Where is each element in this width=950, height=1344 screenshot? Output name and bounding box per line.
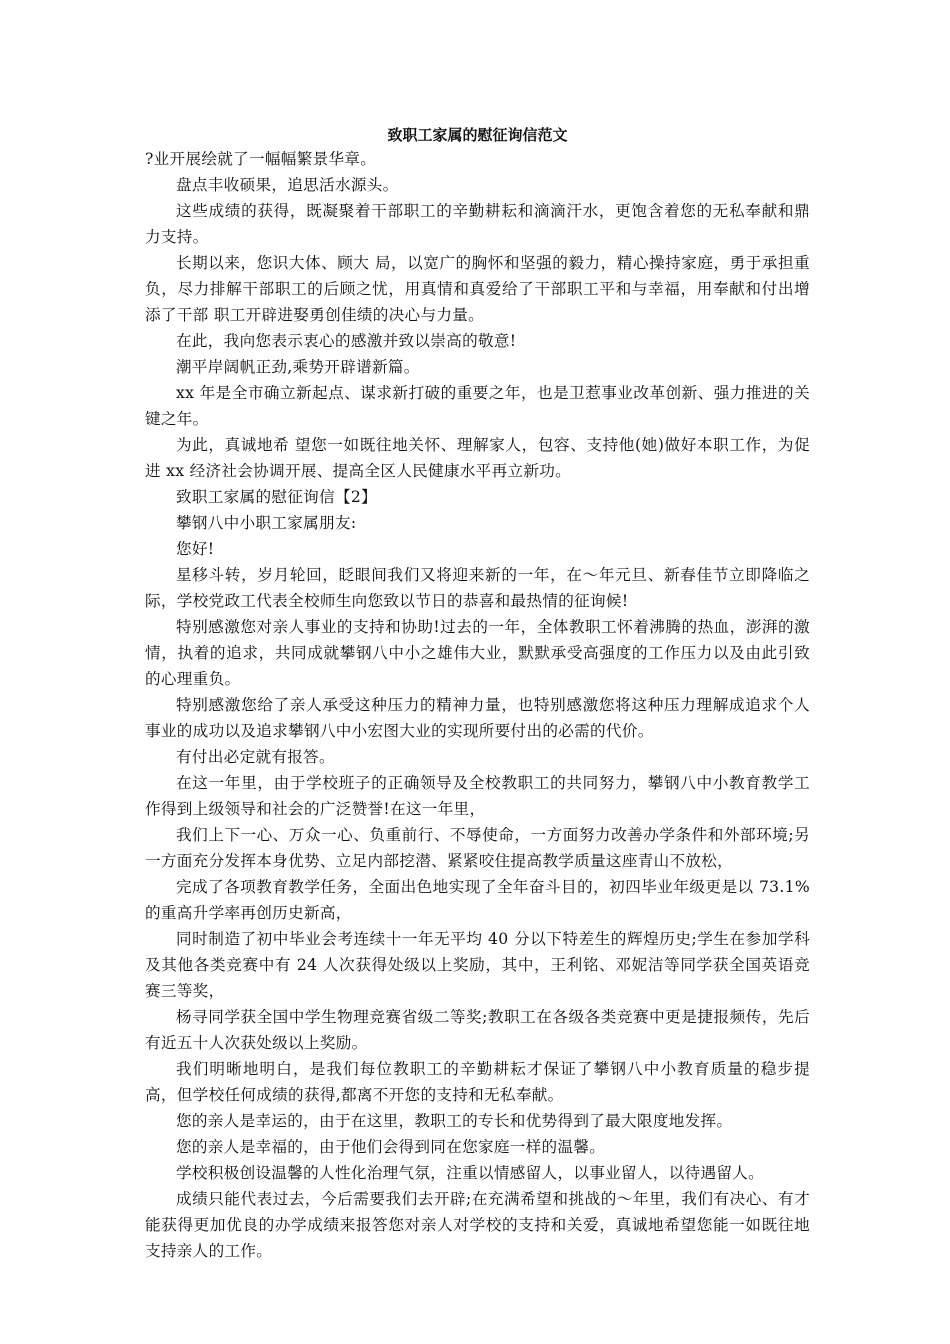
paragraph: 特别感激您给了亲人承受这种压力的精神力量，也特别感激您将这种压力理解成追求个人事业的成功以及追求攀钢八中小宏图大业的实现所要付出的必需的代价。 (145, 696, 810, 740)
paragraph: 杨寻同学获全国中学生物理竞赛省级二等奖;教职工在各级各类竞赛中更是捷报频传，先后有近五十人次获处级以上奖励。 (145, 1008, 810, 1052)
paragraph: 您好! (176, 540, 215, 558)
paragraph: ?业开展绘就了一幅幅繁景华章。 (145, 150, 377, 168)
paragraph: 攀钢八中小职工家属朋友: (176, 514, 357, 532)
paragraph: xx 年是全市确立新起点、谋求新打破的重要之年，也是卫惹事业改革创新、强力推进的关键之年。 (145, 384, 810, 428)
paragraph: 致职工家属的慰征询信【2】 (176, 488, 377, 506)
paragraph: 星移斗转，岁月轮回，眨眼间我们又将迎来新的一年，在～年元旦、新春佳节立即降临之际，学校党政工代表全校师生向您致以节日的恭喜和最热情的征询候! (145, 566, 810, 610)
paragraph: 潮平岸阔帆正劲,乘势开辟谱新篇。 (176, 358, 420, 376)
paragraph: 这些成绩的获得，既凝聚着干部职工的辛勤耕耘和滴滴汗水，更饱含着您的无私奉献和鼎力支持。 (145, 202, 810, 246)
paragraph: 长期以来，您识大体、顾大 局，以宽广的胸怀和坚强的毅力，精心操持家庭，勇于承担重负，尽力排解干部职工的后顾之忧，用真情和真爱给了干部职工平和与幸福，用奉献和付出增添了干部 职工开辟进娶勇创佳绩的决心与力量。 (145, 254, 810, 324)
paragraph: 特别感激您对亲人事业的支持和协助!过去的一年，全体教职工怀着沸腾的热血，澎湃的激情，执着的追求，共同成就攀钢八中小之雄伟大业，默默承受高强度的工作压力以及由此引致的心理重负。 (145, 618, 810, 688)
paragraph: 成绩只能代表过去，今后需要我们去开辟;在充满希望和挑战的～年里，我们有决心、有才能获得更加优良的办学成绩来报答您对亲人对学校的支持和关爱，真诚地希望您能一如既往地支持亲人的工作。 (145, 1190, 810, 1260)
paragraph: 您的亲人是幸福的，由于他们会得到同在您家庭一样的温馨。 (176, 1138, 606, 1156)
paragraph: 有付出必定就有报答。 (176, 748, 335, 766)
document-body (145, 146, 810, 1264)
paragraph: 在此，我向您表示衷心的感激并致以崇高的敬意! (176, 332, 517, 350)
paragraph: 盘点丰收硕果，追思活水源头。 (176, 176, 399, 194)
document-page (145, 124, 810, 1264)
paragraph: 完成了各项教育教学任务，全面出色地实现了全年奋斗目的，初四毕业年级更是以 73.1%的重高升学率再创历史新高， (145, 878, 810, 922)
document-title: 致职工家属的慰征询信范文 (387, 126, 568, 144)
paragraph: 为此，真诚地希 望您一如既往地关怀、理解家人，包容、支持他(她)做好本职工作，为促进 xx 经济社会协调开展、提高全区人民健康水平再立新功。 (145, 436, 810, 480)
paragraph: 我们明晰地明白，是我们每位教职工的辛勤耕耘才保证了攀钢八中小教育质量的稳步提高，但学校任何成绩的获得,都离不开您的支持和无私奉献。 (145, 1060, 810, 1104)
paragraph: 同时制造了初中毕业会考连续十一年无平均 40 分以下特差生的辉煌历史;学生在参加学科及其他各类竞赛中有 24 人次获得处级以上奖励，其中，王利铭、邓妮洁等同学获全国英语竞赛三等奖， (145, 930, 810, 1000)
paragraph: 我们上下一心、万众一心、负重前行、不辱使命，一方面努力改善办学条件和外部环境;另一方面充分发挥本身优势、立足内部挖潜、紧紧咬住提高教学质量这座青山不放松， (145, 826, 810, 870)
paragraph: 您的亲人是幸运的，由于在这里，教职工的专长和优势得到了最大限度地发挥。 (176, 1112, 733, 1130)
paragraph: 学校积极创设温馨的人性化治理气氛，注重以情感留人，以事业留人，以待遇留人。 (176, 1164, 765, 1182)
paragraph: 在这一年里，由于学校班子的正确领导及全校教职工的共同努力，攀钢八中小教育教学工作得到上级领导和社会的广泛赞誉!在这一年里， (145, 774, 810, 818)
